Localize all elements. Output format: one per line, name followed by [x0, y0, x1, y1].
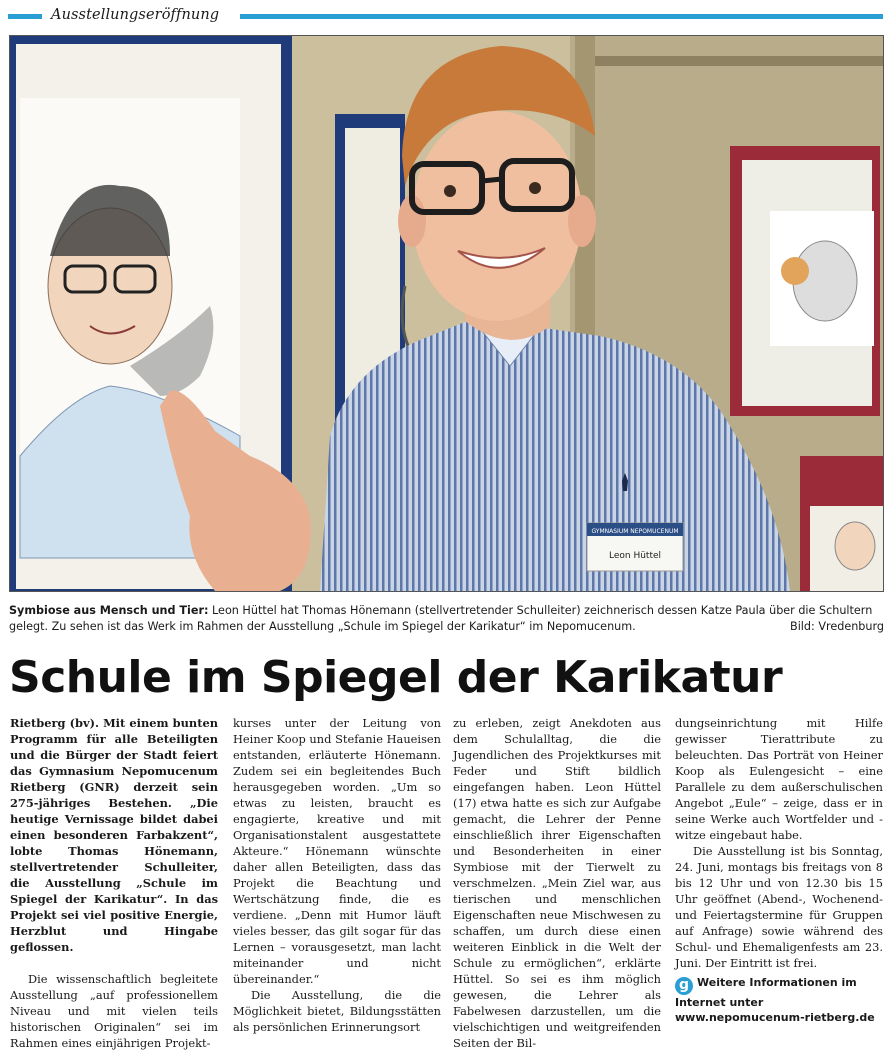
photo-credit: Bild: Vredenburg [790, 620, 884, 633]
info-line [675, 975, 883, 1025]
name-tag-school: GYMNASIUM NEPOMUCENUM [591, 528, 679, 535]
name-tag-name: Leon Hüttel [608, 551, 662, 561]
article-paragraph: zu erleben, zeigt Anekdoten aus dem Schulalltag, die die Jugendlichen des Projektkurses mit Feder und Stift bildlich eingefangen haben. Leon Hüttel (17) etwa hatte es sich zur Aufgabe gemacht, die Lehrer der Penne einschließlich ihrer Eigenschaften und Besonderheiten in einer Symbiose mit der Tierwelt zu verschmelzen. „Mein Ziel war, aus tierischen und menschlichen Eigenschaften neue Mischwesen zu schaffen, um durch diese einen weiteren Einblick in die Welt der Schule zu ermöglichen“, erklärte Hüttel. So sei es ihm möglich gewesen, die Lehrer als Fabelwesen darzustellen, um die vielschichtigen und weitgreifenden Seiten der Bil- [453, 716, 661, 1050]
article-column-2 [233, 715, 441, 1035]
article-paragraph: kurses unter der Leitung von Heiner Koop und Stefanie Haueisen entstanden, erläuterte Hönemann. Zudem sei ein begleitendes Buch herausgegeben worden. „Um so etwas zu leisten, braucht es engagierte, kreative und mit Organisationstalent ausgestattete Akteure.“ Hönemann wünschte daher allen Beteiligten, dass das Projekt die Beachtung und Wertschätzung finde, die es verdiene. „Denn mit Humor läuft vieles besser, das gilt sogar für das Lernen – vorausgesetzt, man lacht miteinander und nicht übereinander.“ [233, 716, 441, 986]
info-icon: g [675, 977, 693, 995]
article-column-3 [453, 715, 661, 1051]
article-column-4 [675, 715, 883, 1025]
headline: Schule im Spiegel der Karikatur [9, 652, 783, 703]
kicker-bar [8, 7, 883, 24]
article-paragraph: Die wissenschaftlich begleitete Ausstellung „auf professionellem Niveau und mit vielen teils historischen Originalen“ sei im Rahmen eines einjährigen Projekt- [10, 972, 218, 1050]
article-photo [9, 35, 884, 592]
kicker-label: Ausstellungseröffnung [51, 7, 220, 23]
article-paragraph: dungseinrichtung mit Hilfe gewisser Tierattribute zu beleuchten. Das Porträt von Heiner Koop als Eulengesicht – eine Parallele zu dem außerschulischen Angebot „Eule“ – zeige, dass er in seine Werke auch Wortfelder und -witze eingebaut habe. [675, 716, 883, 842]
article-paragraph: Die Ausstellung, die die Möglichkeit bietet, Bildungsstätten als persönlichen Erinnerungsort [233, 988, 441, 1034]
info-text: Weitere Informationen im Internet unter www.nepomucenum-rietberg.de [675, 976, 875, 1024]
article-lead: Rietberg (bv). Mit einem bunten Programm für alle Beteiligten und die Bürger der Stadt feiert das Gymnasium Nepomucenum Rietberg (GNR) derzeit sein 275-jähriges Bestehen. „Die heutige Vernissage bildet dabei einen besonderen Farbakzent“, lobte Thomas Hönemann, stellvertretender Schulleiter, die Ausstellung „Schule im Spiegel der Karikatur“. In das Projekt sei viel positive Energie, Herzblut und Hingabe geflossen. [10, 716, 218, 954]
kicker-rule-left [8, 14, 42, 19]
caption-text: Leon Hüttel hat Thomas Hönemann (stellvertretender Schulleiter) zeichnerisch dessen Katze Paula über die Schultern gelegt. Zu sehen ist das Werk im Rahmen der Ausstellung „Schule im Spiegel der Karikatur“ im Nepomucenum. [9, 604, 873, 633]
article-column-1 [10, 715, 218, 1051]
article-paragraph: Die Ausstellung ist bis Sonntag, 24. Juni, montags bis freitags von 8 bis 12 Uhr und von 12.30 bis 15 Uhr geöffnet (Abend-, Wochenend- und Feiertagstermine für Gruppen auf Anfrage) sowie während des Schul- und Ehemaligenfests am 23. Juni. Der Eintritt ist frei. [675, 844, 883, 970]
caption-lead: Symbiose aus Mensch und Tier: [9, 604, 209, 617]
kicker-rule-right [240, 14, 883, 19]
photo-caption [9, 603, 884, 635]
